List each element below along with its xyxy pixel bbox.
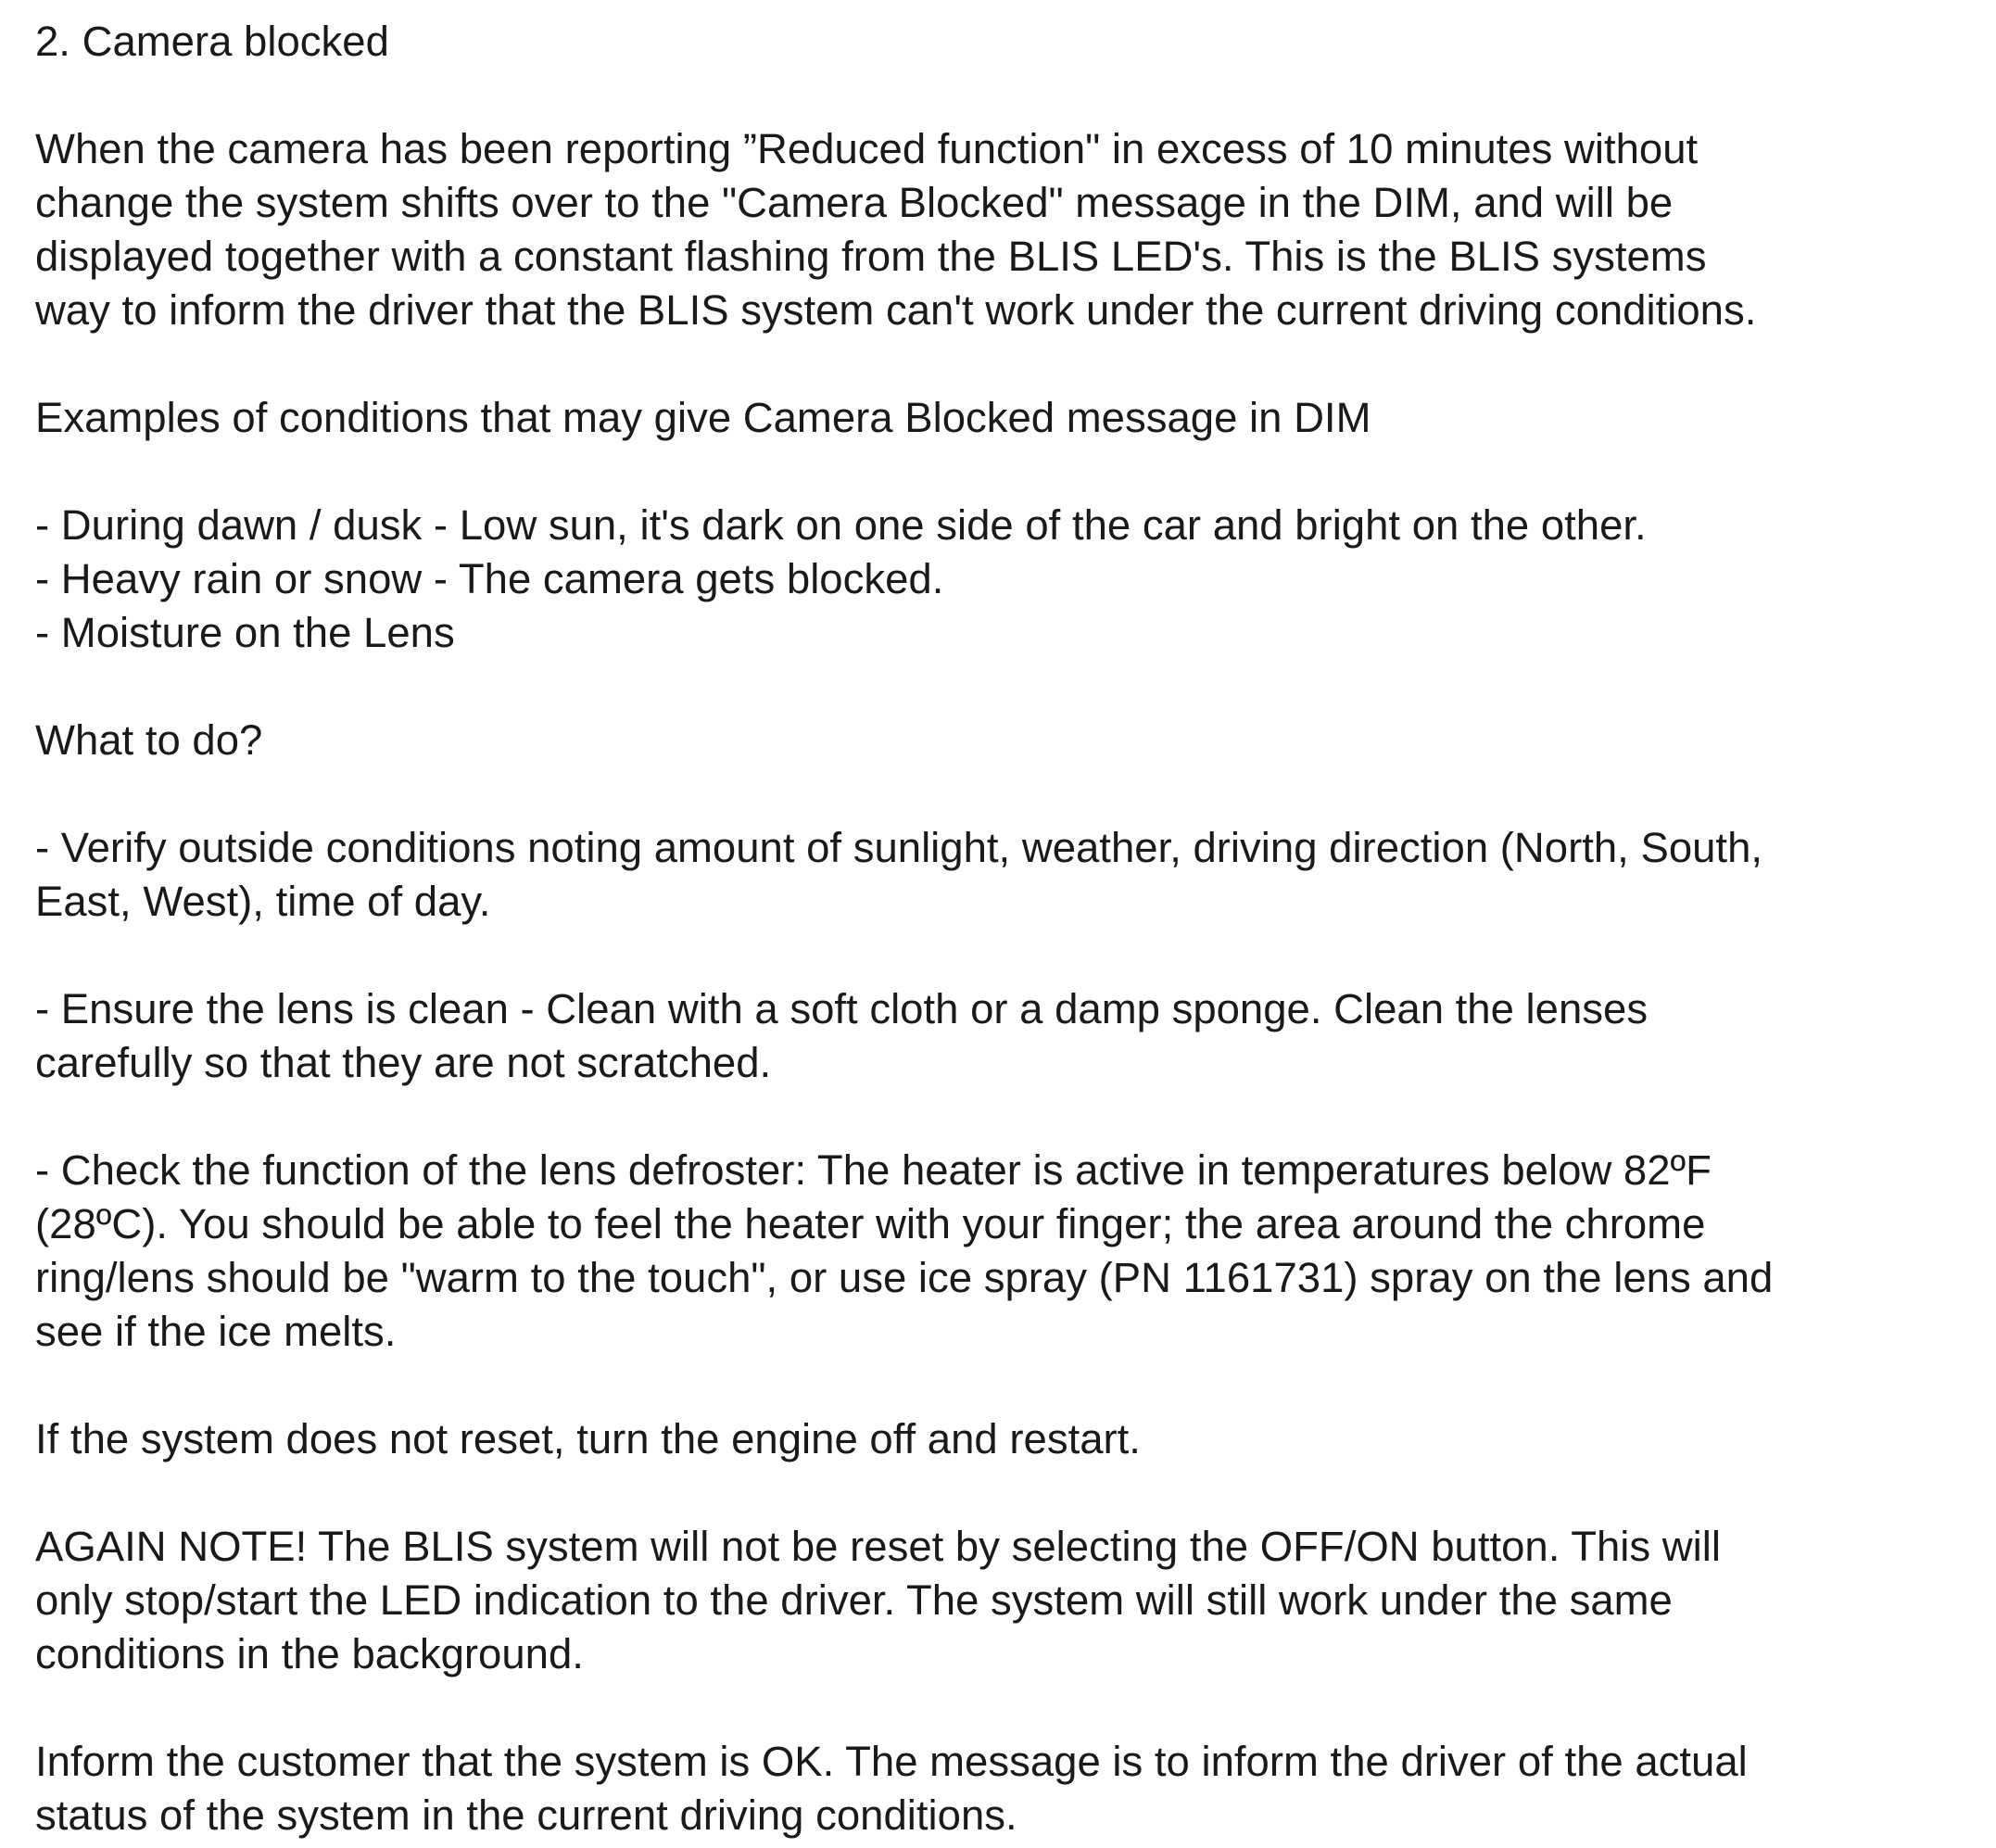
step-clean bbox=[35, 982, 1981, 1090]
inform-line: status of the system in the current driving conditions. bbox=[35, 1791, 1017, 1839]
step-line: - Ensure the lens is clean - Clean with a soft cloth or a damp sponge. Clean the lenses bbox=[35, 985, 1649, 1032]
list-item: - During dawn / dusk - Low sun, it's dark on one side of the car and bright on the other. bbox=[35, 501, 1647, 549]
spacer bbox=[35, 337, 1981, 391]
spacer bbox=[35, 69, 1981, 122]
spacer bbox=[35, 1359, 1981, 1412]
spacer bbox=[35, 767, 1981, 821]
examples-heading: Examples of conditions that may give Camera Blocked message in DIM bbox=[35, 394, 1371, 441]
intro-line: change the system shifts over to the "Camera Blocked" message in the DIM, and will be bbox=[35, 179, 1674, 226]
examples-list bbox=[35, 499, 1981, 660]
spacer bbox=[35, 1466, 1981, 1520]
spacer bbox=[35, 1090, 1981, 1144]
list-item: - Heavy rain or snow - The camera gets blocked. bbox=[35, 555, 944, 602]
step-verify bbox=[35, 821, 1981, 929]
note-line: AGAIN NOTE! The BLIS system will not be reset by selecting the OFF/ON button. This will bbox=[35, 1523, 1721, 1570]
inform-line: Inform the customer that the system is OK. The message is to inform the driver of the actual bbox=[35, 1738, 1748, 1785]
intro-line: When the camera has been reporting ”Reduced function" in excess of 10 minutes without bbox=[35, 125, 1699, 172]
reset-instruction: If the system does not reset, turn the engine off and restart. bbox=[35, 1415, 1141, 1462]
note-line: conditions in the background. bbox=[35, 1630, 584, 1677]
step-line: ring/lens should be "warm to the touch", or use ice spray (PN 1161731) spray on the lens and bbox=[35, 1254, 1774, 1301]
spacer bbox=[35, 445, 1981, 499]
section-heading: 2. Camera blocked bbox=[35, 18, 389, 65]
step-line: see if the ice melts. bbox=[35, 1308, 397, 1355]
step-defroster bbox=[35, 1144, 1981, 1359]
note-line: only stop/start the LED indication to the driver. The system will still work under the same bbox=[35, 1576, 1673, 1624]
spacer bbox=[35, 1681, 1981, 1735]
intro-line: displayed together with a constant flashing from the BLIS LED's. This is the BLIS systems bbox=[35, 233, 1707, 280]
step-line: East, West), time of day. bbox=[35, 878, 491, 925]
step-line: carefully so that they are not scratched. bbox=[35, 1039, 772, 1086]
list-item: - Moisture on the Lens bbox=[35, 609, 455, 656]
intro-paragraph bbox=[35, 122, 1981, 337]
step-line: (28ºC). You should be able to feel the heater with your finger; the area around the chrome bbox=[35, 1200, 1706, 1247]
note-paragraph bbox=[35, 1520, 1981, 1681]
inform-paragraph bbox=[35, 1735, 1981, 1842]
document-page bbox=[35, 15, 1981, 1842]
intro-line: way to inform the driver that the BLIS system can't work under the current driving conditions. bbox=[35, 286, 1757, 334]
spacer bbox=[35, 660, 1981, 714]
step-line: - Check the function of the lens defroster: The heater is active in temperatures below 82ºF bbox=[35, 1146, 1712, 1194]
step-line: - Verify outside conditions noting amount of sunlight, weather, driving direction (North, South, bbox=[35, 824, 1763, 871]
spacer bbox=[35, 929, 1981, 982]
what-to-do-heading: What to do? bbox=[35, 716, 263, 764]
